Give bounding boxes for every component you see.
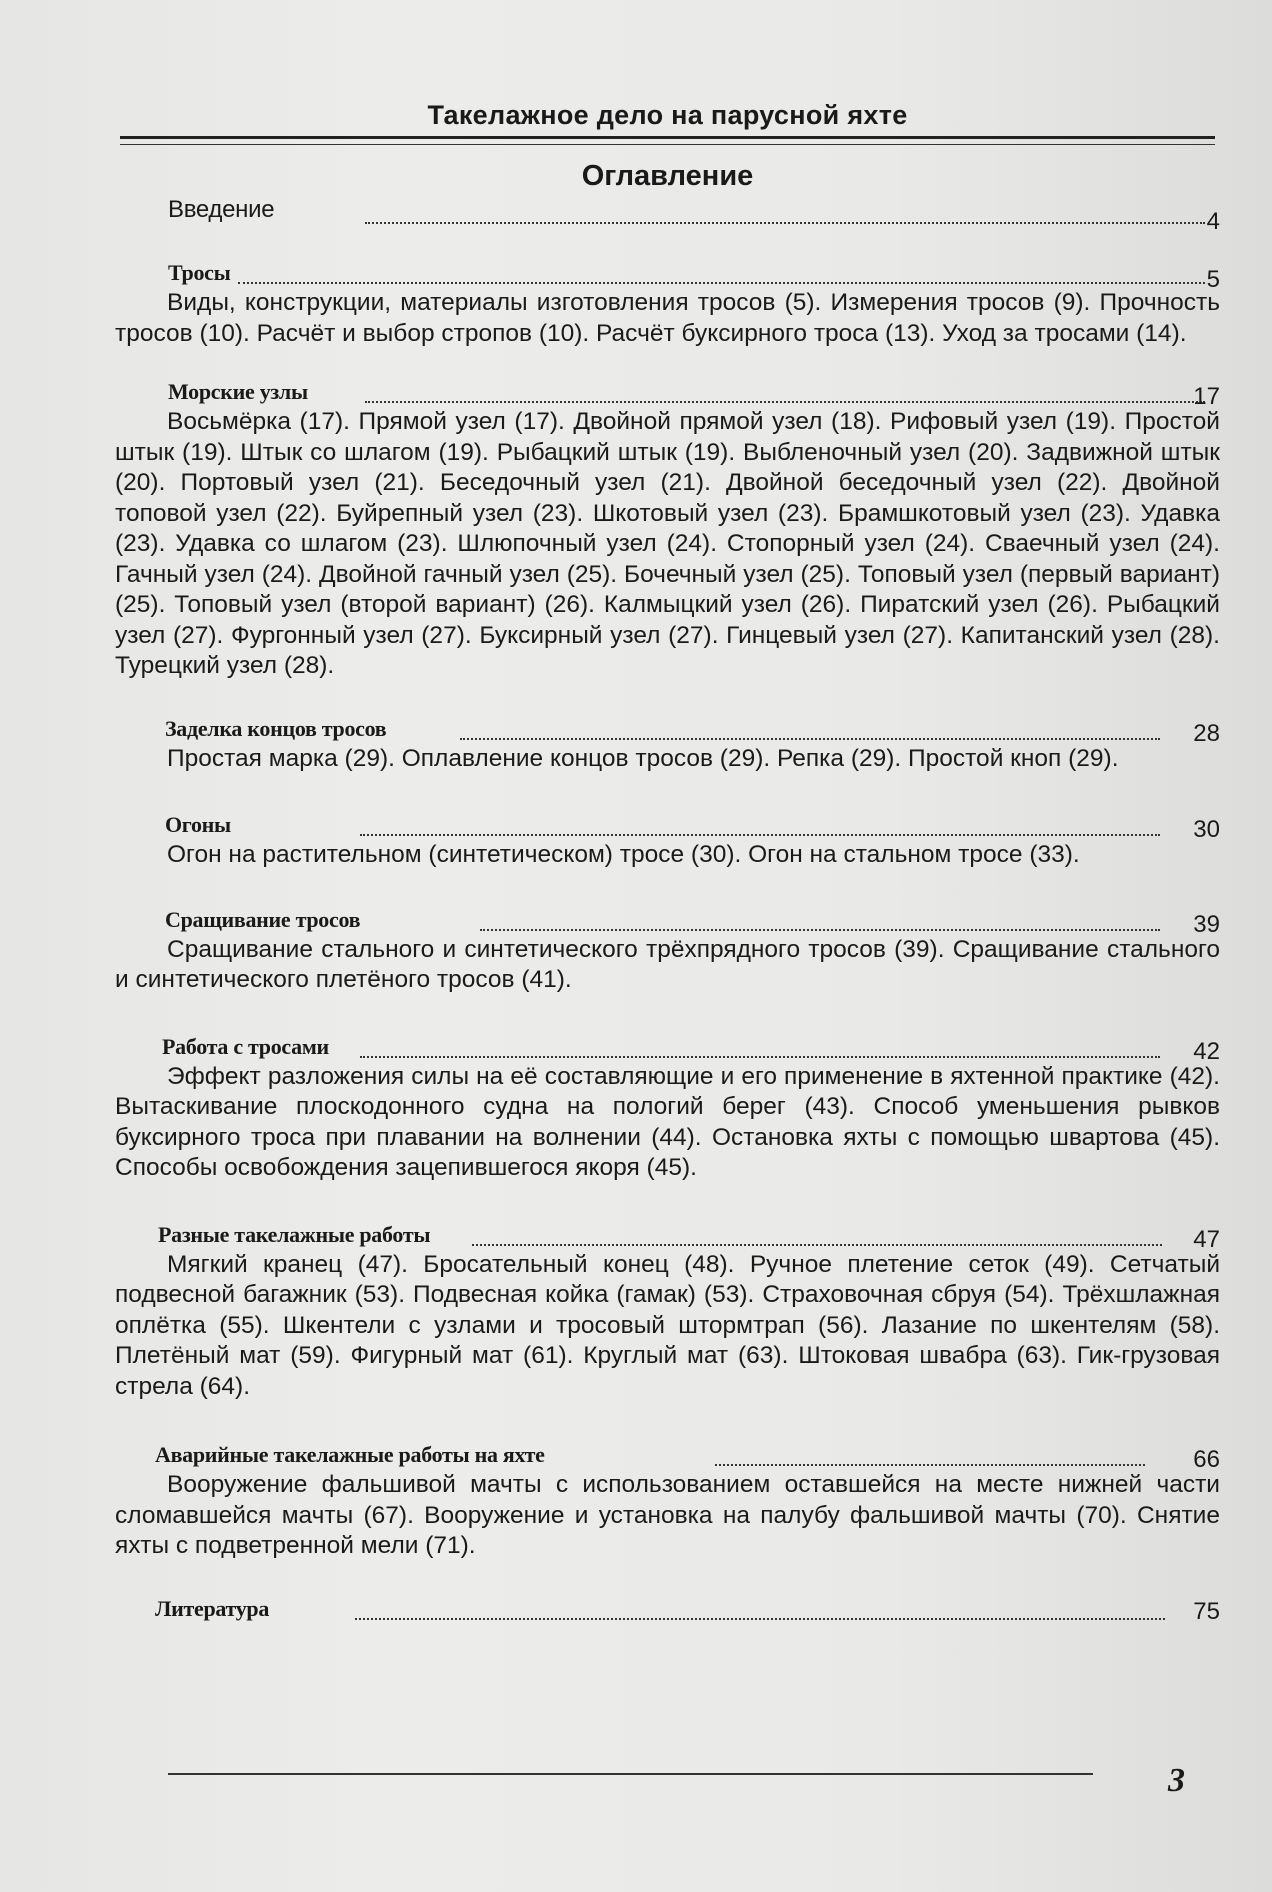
toc-entry-description: Мягкий кранец (47). Бросательный конец (48). Ручное плетение сеток (49). Сетчатый подвесной багажник (53). Подвесная койка (гамак) (53). Страховочная сбруя (54). Трёхшлажная оплётка (55). Шкентели с узлами и тросовый штормтрап (56). Лазание по шкентелям (58). Плетёный мат (59). Фигурный мат (61). Круглый мат (63). Штоковая швабра (63). Гик-грузовая стрела (64). <box>115 1250 1220 1400</box>
dot-leader <box>480 929 1160 931</box>
dot-leader <box>472 1244 1162 1246</box>
toc-entry-description: Сращивание стального и синтетического трёхпрядного тросов (39). Сращивание стального и синтетического плетёного тросов (41). <box>115 935 1220 993</box>
toc-entry-description: Огон на растительном (синтетическом) тросе (30). Огон на стальном тросе (33). <box>167 841 1080 868</box>
toc-entry-description: Эффект разложения силы на её составляющие и его применение в яхтенной практике (42). Вытаскивание плоскодонного судна на пологий берег (43). Способ уменьшения рывков буксирного троса при плавании на волнении (44). Остановка яхты с помощью швартова (45). Способы освобождения зацепившегося якоря (45). <box>115 1062 1220 1181</box>
toc-entry-title: Разные такелажные работы <box>158 1221 431 1247</box>
toc-entry-page: 17 <box>1193 383 1220 410</box>
dot-leader <box>715 1464 1145 1466</box>
dot-leader <box>355 1618 1165 1620</box>
toc-entry-page: 39 <box>1193 910 1220 938</box>
toc-entry-emergency-works <box>110 1436 1220 1562</box>
toc-entry-page: 66 <box>1193 1446 1220 1473</box>
table-of-contents <box>110 184 1220 1624</box>
toc-entry-knots <box>110 375 1220 682</box>
toc-entry-page: 5 <box>1206 266 1220 293</box>
toc-entry-rope-ends <box>110 712 1220 775</box>
toc-entry-working-ropes <box>110 1030 1220 1184</box>
toc-entry-title: Аварийные такелажные работы на яхте <box>155 1442 545 1467</box>
toc-entry-page: 47 <box>1193 1225 1220 1253</box>
dot-leader <box>365 222 1205 224</box>
dot-leader <box>238 282 1205 284</box>
toc-entry-various-works <box>110 1218 1220 1403</box>
page-number: 3 <box>1168 1762 1185 1799</box>
toc-entry-eyes <box>110 808 1220 871</box>
toc-entry-splicing <box>110 903 1220 996</box>
dot-leader <box>360 1056 1160 1058</box>
toc-entry-introduction <box>110 184 1220 235</box>
toc-entry-description: Вооружение фальшивой мачты с использованием оставшейся на месте нижней части сломавшейся мачты (67). Вооружение и установка на палубу фальшивой мачты (70). Снятие яхты с подветренной мели (71). <box>115 1471 1220 1559</box>
toc-entry-description: Простая марка (29). Оплавление концов тросов (29). Репка (29). Простой кноп (29). <box>167 744 1119 772</box>
toc-entry-title: Введение <box>168 196 275 223</box>
toc-entry-title: Тросы <box>168 260 231 285</box>
toc-entry-title: Морские узлы <box>168 379 308 404</box>
toc-entry-title: Заделка концов тросов <box>165 715 387 741</box>
dot-leader <box>360 834 1160 836</box>
running-head: Такелажное дело на парусной яхте <box>427 100 908 130</box>
dot-leader <box>460 738 1160 740</box>
toc-entry-page: 42 <box>1193 1037 1220 1065</box>
toc-entry-page: 4 <box>1206 208 1220 235</box>
footer-rule <box>168 1773 1093 1775</box>
header-rule-thick <box>120 136 1215 139</box>
toc-entry-title: Литература <box>155 1595 270 1621</box>
toc-entry-title: Работа с тросами <box>162 1033 329 1059</box>
toc-entry-description: Восьмёрка (17). Прямой узел (17). Двойной прямой узел (18). Рифовый узел (19). Простой штык (19). Штык со шлагом (19). Рыбацкий штык (19). Выбленочный узел (20). Задвижной штык (20). Портовый узел (21). Беседочный узел (21). Двойной беседочный узел (22). Двойной топовой узел (22). Буйрепный узел (23). Шкотовый узел (23). Брамшкотовый узел (23). Удавка (23). Удавка со шлагом (23). Шлюпочный узел (24). Стопорный узел (24). Сваечный узел (24). Гачный узел (24). Двойной гачный узел (25). Бочечный узел (25). Топовый узел (первый вариант) (25). Топовый узел (второй вариант) (26). Калмыцкий узел (26). Пиратский узел (26). Рыбацкий узел (27). Фургонный узел (27). Буксирный узел (27). Гинцевый узел (27). Капитанский узел (28). Турецкий узел (28). <box>115 408 1220 679</box>
toc-entry-ropes <box>110 260 1220 349</box>
toc-title: Оглавление <box>581 160 754 192</box>
toc-entry-title: Сращивание тросов <box>165 906 361 932</box>
toc-entry-literature <box>110 1590 1220 1624</box>
toc-entry-page: 28 <box>1193 719 1220 747</box>
toc-entry-page: 30 <box>1193 816 1220 843</box>
toc-entry-page: 75 <box>1193 1597 1220 1625</box>
toc-entry-title: Огоны <box>165 812 231 837</box>
dot-leader <box>365 401 1205 403</box>
toc-entry-description: Виды, конструкции, материалы изготовления тросов (5). Измерения тросов (9). Прочность тросов (10). Расчёт и выбор стропов (10). Расчёт буксирного троса (13). Уход за тросами (14). <box>115 289 1220 347</box>
header-rule-thin <box>120 144 1215 145</box>
